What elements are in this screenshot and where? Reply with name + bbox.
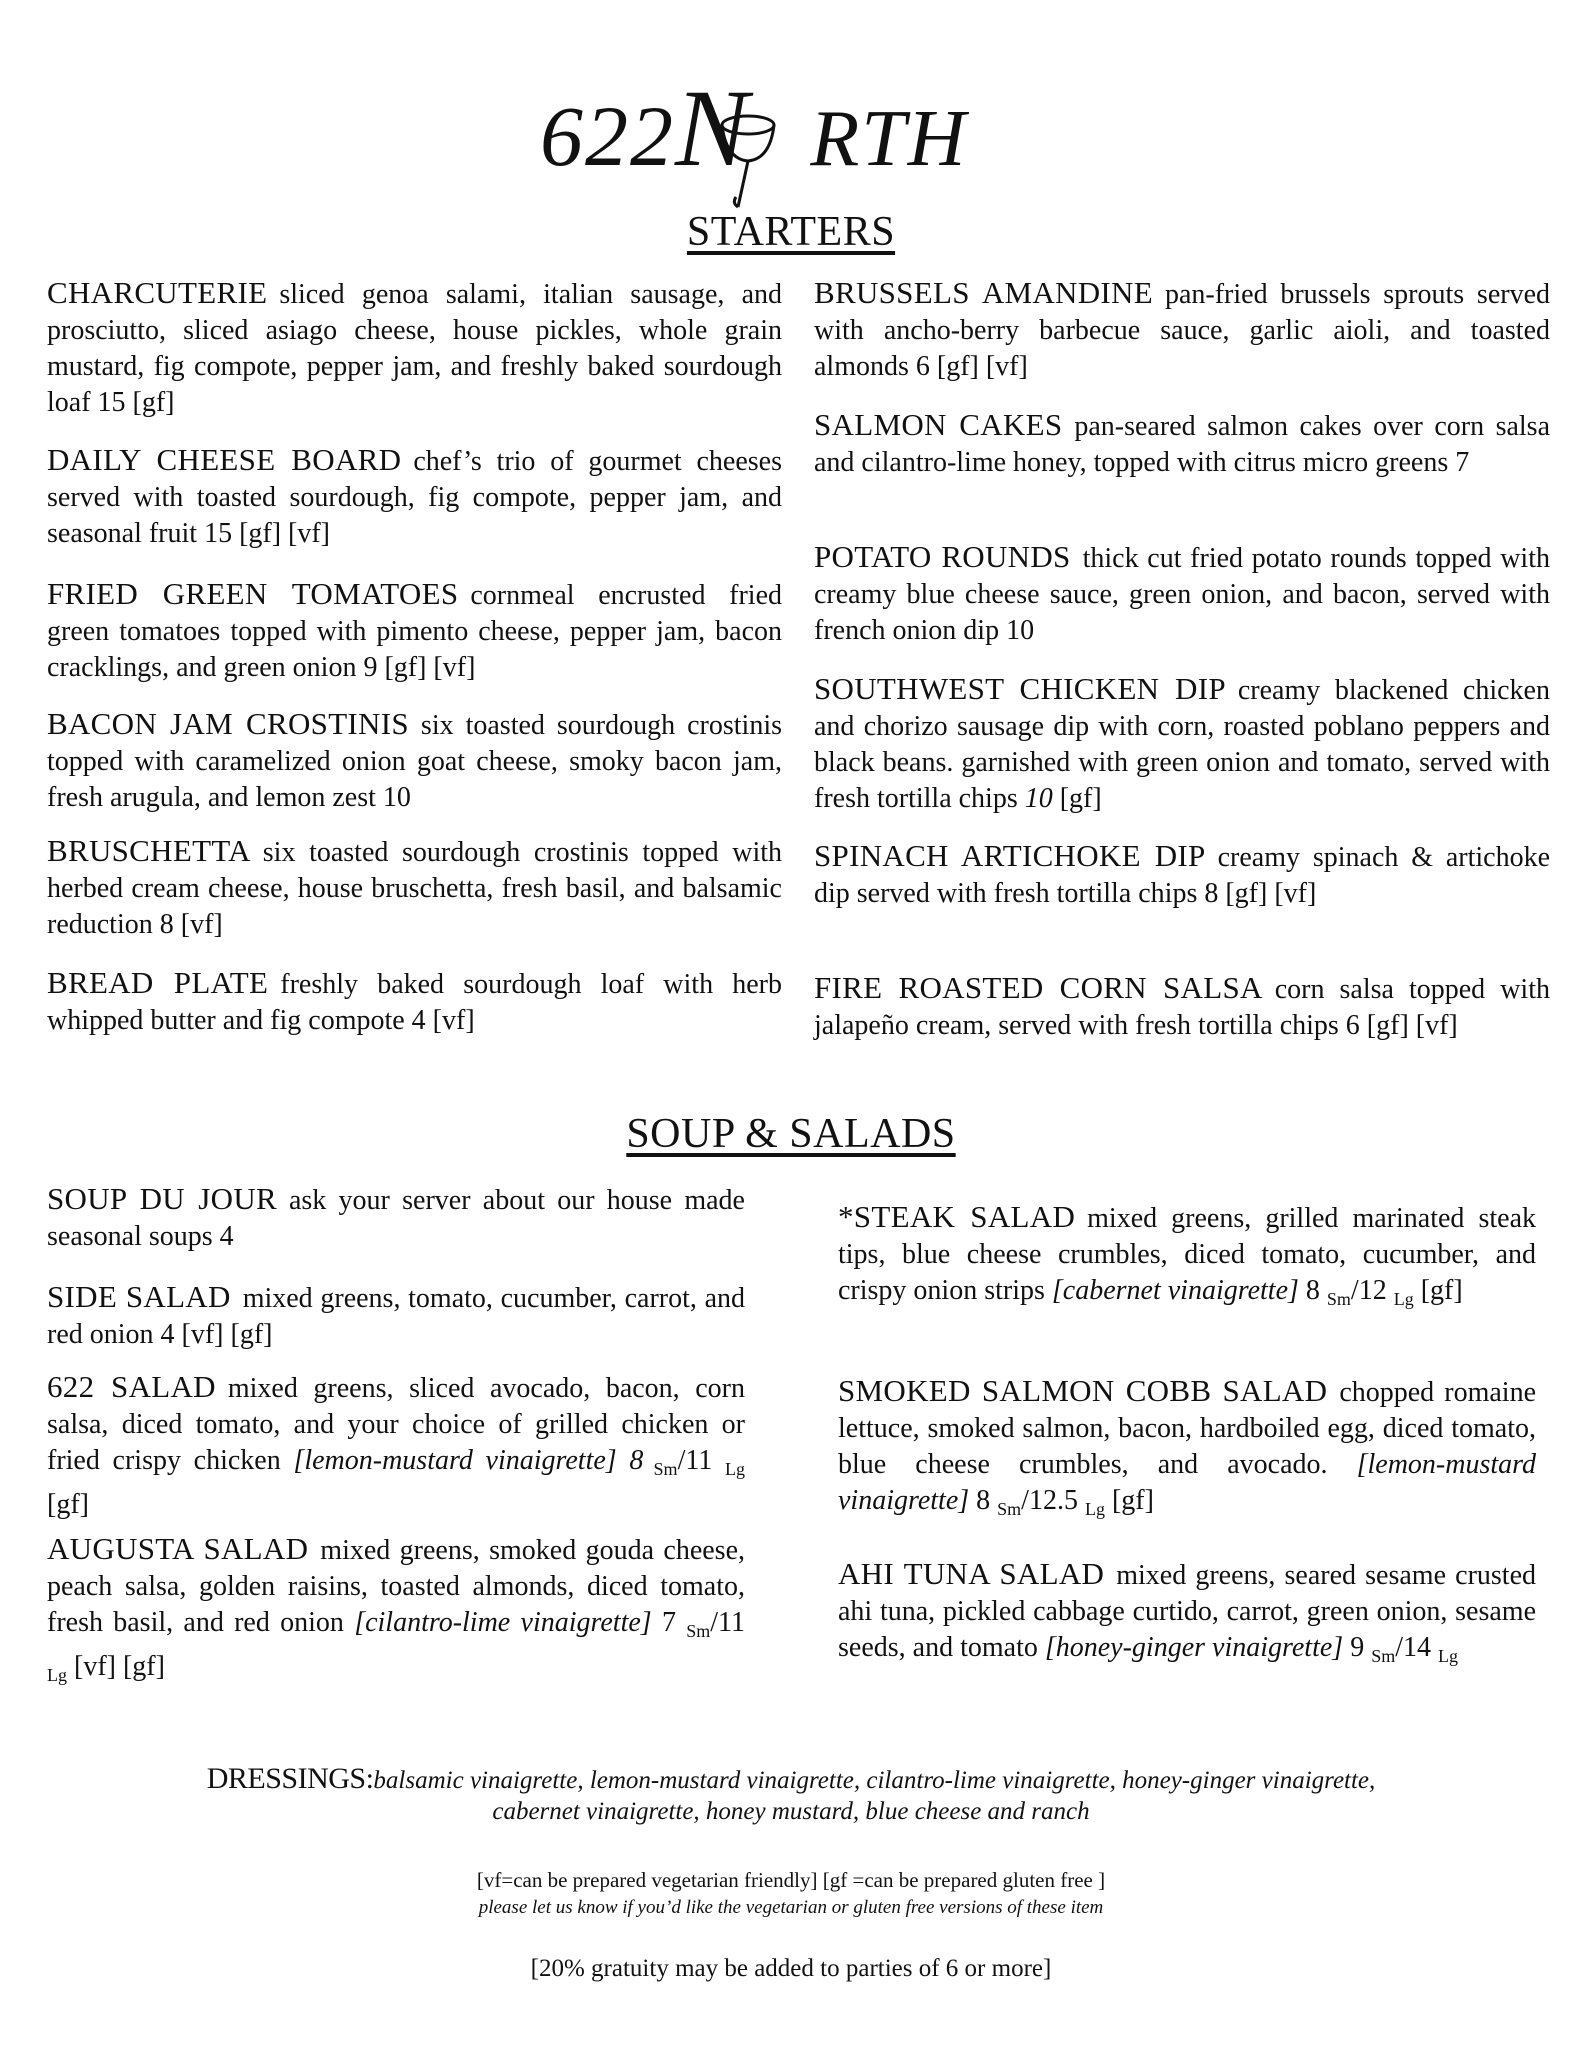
menu-item-description: pan-fried brussels sprouts served with ancho-berry barbecue sauce, garlic aioli, and toasted almonds 6 [gf] [vf] <box>814 279 1550 382</box>
menu-item-description: sliced genoa salami, italian sausage, and prosciutto, sliced asiago cheese, house pickles, whole grain mustard, fig compote, pepper jam, and freshly baked sourdough loaf 15 [gf] <box>47 279 782 418</box>
menu-item-name: AHI TUNA SALAD <box>838 1556 1105 1591</box>
menu-item <box>47 1369 745 1523</box>
menu-item-description: six toasted sourdough crostinis topped with caramelized onion goat cheese, smoky bacon jam, fresh arugula, and lemon zest 10 <box>47 710 782 813</box>
dietary-legend: [vf=can be prepared vegetarian friendly] [gf =can be prepared gluten free ] <box>476 1868 1106 1892</box>
menu-item <box>47 442 782 552</box>
menu-item-description: [lemon-mustard vinaigrette] <box>838 1449 1536 1516</box>
menu-item <box>838 1199 1536 1317</box>
menu-item <box>814 407 1550 481</box>
dressings-label: DRESSINGS: <box>206 1762 374 1795</box>
menu-item-description: chef’s trio of gourmet cheeses served with toasted sourdough, fig compote, pepper jam, and seasonal fruit 15 [gf] [vf] <box>47 446 782 549</box>
menu-item-description: /11 <box>677 1445 725 1476</box>
menu-item <box>47 576 782 686</box>
menu-item-description: mixed greens, smoked gouda cheese, peach salsa, golden raisins, toasted almonds, diced tomato, fresh basil, and red onion <box>47 1535 745 1638</box>
menu-item <box>814 275 1550 385</box>
menu-item <box>814 838 1550 912</box>
menu-item-description: creamy blackened chicken and chorizo sausage dip with corn, roasted poblano peppers and black beans. garnished with green onion and tomato, served with fresh tortilla chips <box>814 675 1550 814</box>
menu-item <box>838 1373 1536 1527</box>
menu-item <box>47 965 782 1039</box>
starters-heading: STARTERS <box>686 209 896 255</box>
menu-item-description: mixed greens, grilled marinated steak tips, blue cheese crumbles, diced tomato, cucumber, and crispy onion strips <box>838 1203 1536 1306</box>
menu-item-name: FIRE ROASTED CORN SALSA <box>814 970 1263 1005</box>
menu-item-description: mixed greens, sliced avocado, bacon, corn salsa, diced tomato, and your choice of grilled chicken or fried crispy chicken <box>47 1373 746 1476</box>
size-label: Sm <box>1371 1646 1396 1666</box>
menu-item-description: /12 <box>1350 1275 1394 1306</box>
size-label: Sm <box>997 1499 1022 1519</box>
menu-item-description: /12.5 <box>1021 1485 1085 1516</box>
menu-item <box>47 833 782 943</box>
menu-item-description: [cabernet vinaigrette] <box>1051 1275 1299 1306</box>
menu-item-description: 9 <box>1343 1632 1372 1663</box>
menu-item <box>47 1279 745 1353</box>
size-label: Sm <box>643 1459 678 1479</box>
menu-item-description: ask your server about our house made seasonal soups 4 <box>47 1185 745 1252</box>
restaurant-logo <box>540 55 1040 195</box>
menu-item-name: SIDE SALAD <box>47 1279 231 1314</box>
menu-item-description: [gf] <box>1104 1485 1154 1516</box>
soup-salads-heading: SOUP & SALADS <box>626 1111 956 1157</box>
gratuity-note: [20% gratuity may be added to parties of 6 or more] <box>530 1955 1052 1982</box>
menu-item-name: SPINACH ARTICHOKE DIP <box>814 838 1206 873</box>
dressings-line-1 <box>0 1762 1582 1796</box>
dietary-note: please let us know if you’d like the vegetarian or gluten free versions of these item <box>478 1897 1104 1918</box>
menu-item-description: 7 <box>651 1607 687 1638</box>
menu-item-description: [gf] <box>1413 1275 1463 1306</box>
menu-item-name: SOUP DU JOUR <box>47 1181 277 1216</box>
menu-item-name: SMOKED SALMON COBB SALAD <box>838 1373 1328 1408</box>
menu-item-name: CHARCUTERIE <box>47 275 268 310</box>
size-label: Sm <box>1326 1289 1351 1309</box>
size-label: Sm <box>686 1621 711 1641</box>
logo-text: 622N RTH <box>540 67 968 189</box>
size-label: Lg <box>1084 1499 1105 1519</box>
menu-item-name: FRIED GREEN TOMATOES <box>47 576 459 611</box>
menu-item-description: /11 <box>710 1607 745 1638</box>
menu-item-description: [gf] <box>47 1489 89 1520</box>
menu-item-description: chopped romaine lettuce, smoked salmon, bacon, hardboiled egg, diced tomato, blue cheese crumbles, and avocado. <box>838 1377 1537 1480</box>
menu-item-name: SALMON CAKES <box>814 407 1063 442</box>
menu-item <box>47 706 782 816</box>
size-label: Lg <box>1437 1646 1458 1666</box>
menu-item <box>47 1181 745 1255</box>
dressings-list: balsamic vinaigrette, lemon-mustard vinaigrette, cilantro-lime vinaigrette, honey-ginger vinaigrette, <box>373 1767 1376 1794</box>
menu-item-name: SOUTHWEST CHICKEN DIP <box>814 671 1226 706</box>
wine-glass-icon <box>708 95 788 215</box>
menu-item-description: /14 <box>1395 1632 1438 1663</box>
size-label: Lg <box>1393 1289 1414 1309</box>
menu-item-name: BRUSCHETTA <box>47 833 251 868</box>
menu-item-description: pan-seared salmon cakes over corn salsa and cilantro-lime honey, topped with citrus micro greens 7 <box>814 411 1550 478</box>
menu-item <box>814 970 1550 1044</box>
menu-item-name: AUGUSTA SALAD <box>47 1531 309 1566</box>
menu-item-description: mixed greens, tomato, cucumber, carrot, and red onion 4 [vf] [gf] <box>47 1283 745 1350</box>
menu-item-description: 8 <box>969 1485 998 1516</box>
dressings-line-2: cabernet vinaigrette, honey mustard, blue cheese and ranch <box>492 1798 1090 1825</box>
menu-item-description: mixed greens, seared sesame crusted ahi tuna, pickled cabbage curtido, carrot, green onion, sesame seeds, and tomato <box>838 1560 1536 1663</box>
menu-item-description: six toasted sourdough crostinis topped with herbed cream cheese, house bruschetta, fresh basil, and balsamic reduction 8 [vf] <box>47 837 782 940</box>
menu-item-name: BREAD PLATE <box>47 965 269 1000</box>
menu-item-description: 10 <box>1024 783 1053 814</box>
menu-item-description: [gf] <box>1052 783 1102 814</box>
menu-item-description: corn salsa topped with jalapeño cream, served with fresh tortilla chips 6 [gf] [vf] <box>814 974 1550 1041</box>
menu-item-description: [cilantro-lime vinaigrette] <box>354 1607 652 1638</box>
menu-item-description: creamy spinach & artichoke dip served with fresh tortilla chips 8 [gf] [vf] <box>814 842 1550 909</box>
menu-item-name: BRUSSELS AMANDINE <box>814 275 1153 310</box>
menu-item-name: DAILY CHEESE BOARD <box>47 442 402 477</box>
menu-item <box>47 1531 745 1693</box>
menu-item-description: thick cut fried potato rounds topped with creamy blue cheese sauce, green onion, and bacon, served with french onion dip 10 <box>814 543 1550 646</box>
menu-item-description: [vf] [gf] <box>67 1651 165 1682</box>
menu-item-description: freshly baked sourdough loaf with herb whipped butter and fig compote 4 [vf] <box>47 969 782 1036</box>
menu-item-name: BACON JAM CROSTINIS <box>47 706 409 741</box>
menu-item <box>814 671 1550 817</box>
menu-item-description: cornmeal encrusted fried green tomatoes topped with pimento cheese, pepper jam, bacon cracklings, and green onion 9 [gf] [vf] <box>47 580 782 683</box>
menu-item <box>838 1556 1536 1674</box>
menu-item-name: *STEAK SALAD <box>838 1199 1076 1234</box>
menu-item-description: 8 <box>1298 1275 1327 1306</box>
menu-item-name: POTATO ROUNDS <box>814 539 1071 574</box>
menu-item-description: [honey-ginger vinaigrette] <box>1044 1632 1344 1663</box>
menu-item <box>47 275 782 421</box>
size-label: Lg <box>725 1459 745 1479</box>
menu-item <box>814 539 1550 649</box>
menu-item-name: 622 SALAD <box>47 1369 216 1404</box>
size-label: Lg <box>47 1665 67 1685</box>
menu-item-description: [lemon-mustard vinaigrette] 8 <box>293 1445 644 1476</box>
